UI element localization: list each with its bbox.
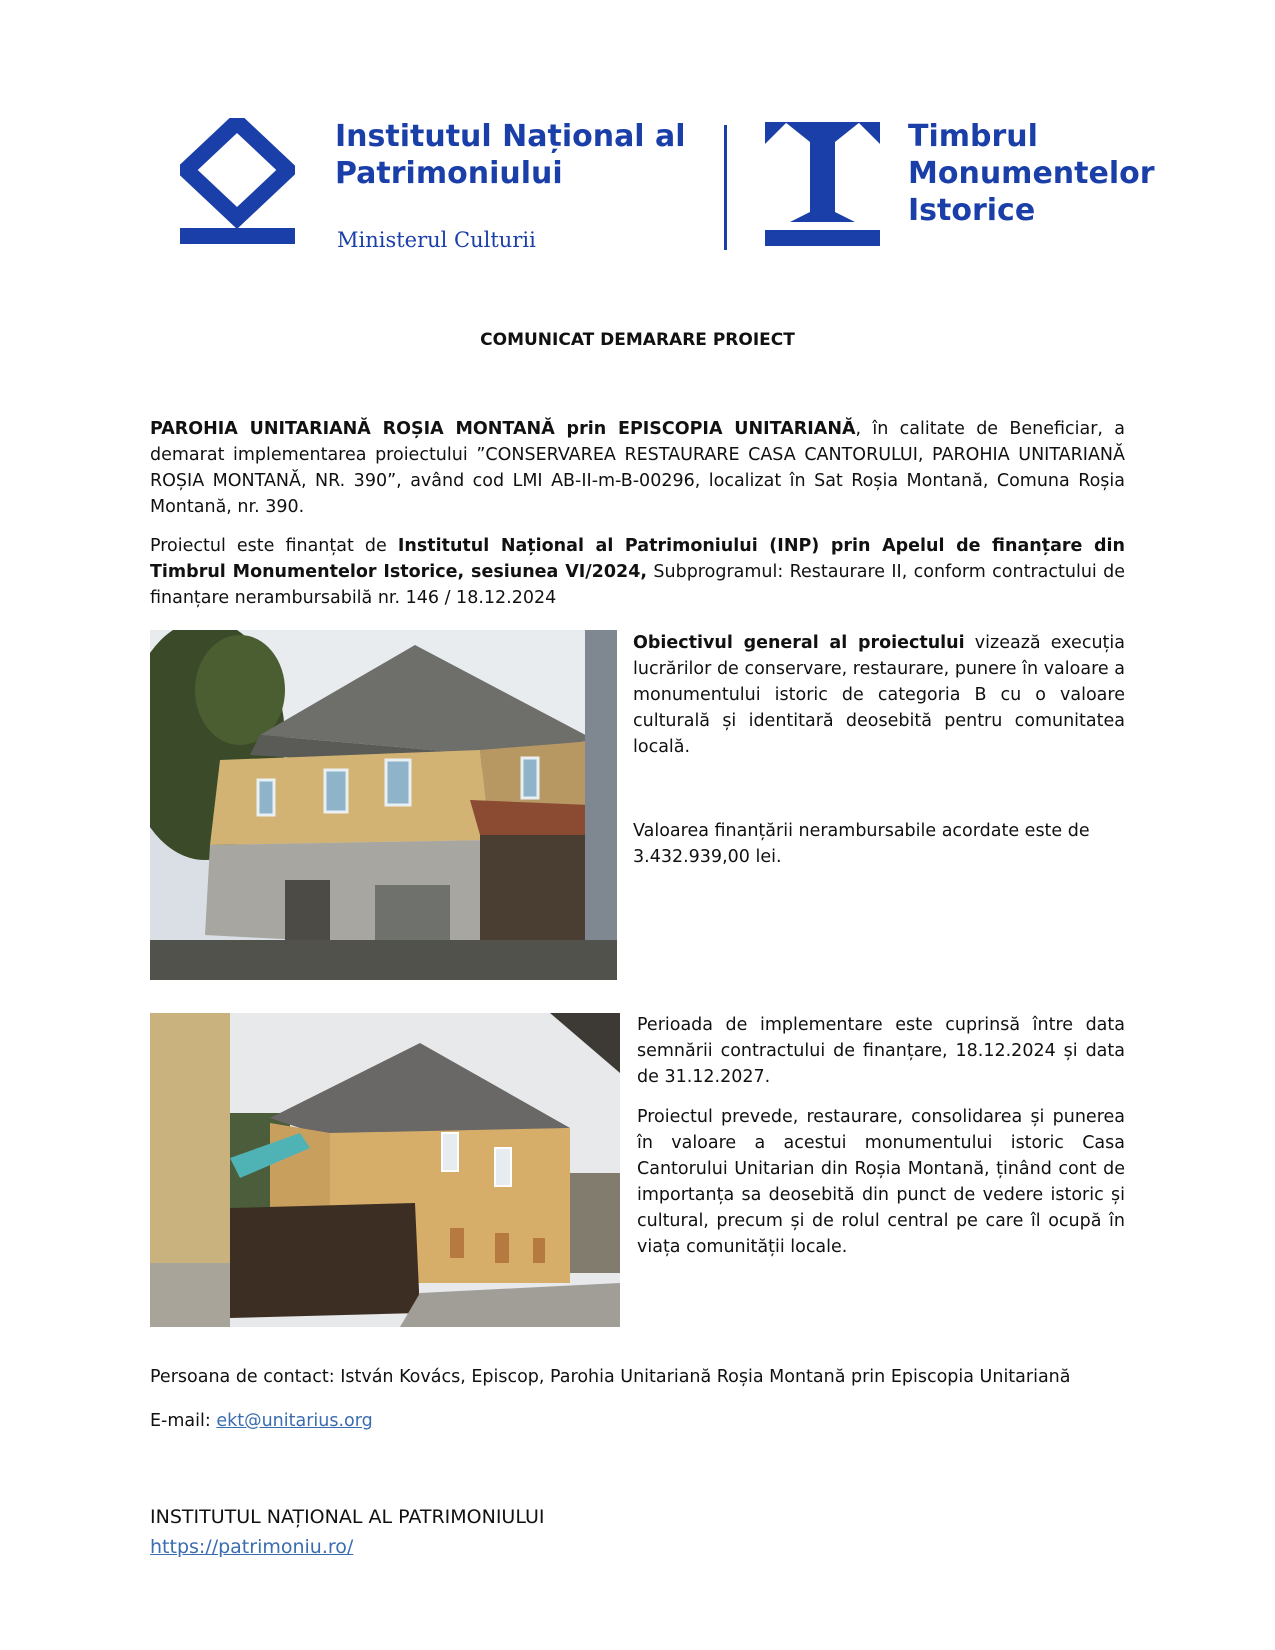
footer-org-name: INSTITUTUL NAȚIONAL AL PATRIMONIULUI: [150, 1506, 545, 1528]
objective-paragraph: [633, 630, 1125, 760]
intro-text: , în calitate de Beneficiar, a demarat implementarea proiectului ”CONSERVAREA RESTAURARE CASA CANTORULUI, PAROHIA UNITARIANĂ ROȘIA MONTANĂ, NR. 390”, având cod LMI AB-II-m-B-00296, localizat în Sat Roșia Montană, Comuna Roșia Montană, nr. 390.: [150, 419, 1125, 517]
footer-url-line: [150, 1536, 353, 1558]
contact-email-line: [150, 1408, 1125, 1434]
funding-value-paragraph: Valoarea finanțării nerambursabile acordate este de 3.432.939,00 lei.: [633, 821, 1090, 867]
footer-url-link[interactable]: https://patrimoniu.ro/: [150, 1536, 354, 1558]
ministry-label: Ministerul Culturii: [337, 228, 536, 252]
period-paragraph: Perioada de implementare este cuprinsă între data semnării contractului de finanțare, 18.12.2024 și data de 31.12.2027.: [637, 1015, 1125, 1087]
tmi-logo-icon: [765, 122, 880, 252]
funding-text-1: Proiectul este finanțat de: [150, 536, 398, 556]
objective-label: Obiectivul general al proiectului: [633, 633, 965, 653]
house-photo-1: [150, 630, 617, 980]
email-link[interactable]: ekt@unitarius.org: [216, 1411, 373, 1431]
funding-text-2: Subprogramul: Restaurare II, conform contractului de finanțare nerambursabilă nr. 146 / 18.12.2024: [150, 562, 1125, 608]
contact-person: Persoana de contact: István Kovács, Episcop, Parohia Unitariană Roșia Montană prin Episcopia Unitariană: [150, 1367, 1071, 1387]
funding-paragraph: [150, 533, 1125, 611]
beneficiary-name: PAROHIA UNITARIANĂ ROȘIA MONTANĂ prin EPISCOPIA UNITARIANĂ: [150, 419, 856, 439]
tmi-logo-text: Timbrul Monumentelor Istorice: [908, 119, 1155, 228]
document-title: COMUNICAT DEMARARE PROIECT: [480, 330, 795, 350]
logo-divider: [724, 125, 727, 250]
inp-logo-text: Institutul Național al Patrimoniului: [335, 119, 686, 191]
intro-paragraph: [150, 416, 1125, 520]
house-photo-2: [150, 1013, 620, 1327]
scope-paragraph: Proiectul prevede, restaurare, consolidarea și punerea în valoare a acestui monumentului istoric Casa Cantorului Unitarian din Roșia Montană, ținând cont de importanța sa deosebită din punct de vedere istoric și cultural, precum și de rolul central pe care îl ocupă în viața comunității locale.: [637, 1107, 1125, 1257]
logo-header: [0, 0, 1275, 280]
inp-logo-icon: [180, 118, 295, 248]
objective-text: vizează execuția lucrărilor de conservare, restaurare, punere în valoare a monumentului istoric de categoria B cu o valoare culturală și identitară deosebită pentru comunitatea locală.: [633, 633, 1125, 757]
funding-source: Institutul Național al Patrimoniului (INP) prin Apelul de finanțare din Timbrul Monumentelor Istorice, sesiunea VI/2024,: [150, 536, 1125, 582]
email-label: E-mail:: [150, 1411, 217, 1431]
